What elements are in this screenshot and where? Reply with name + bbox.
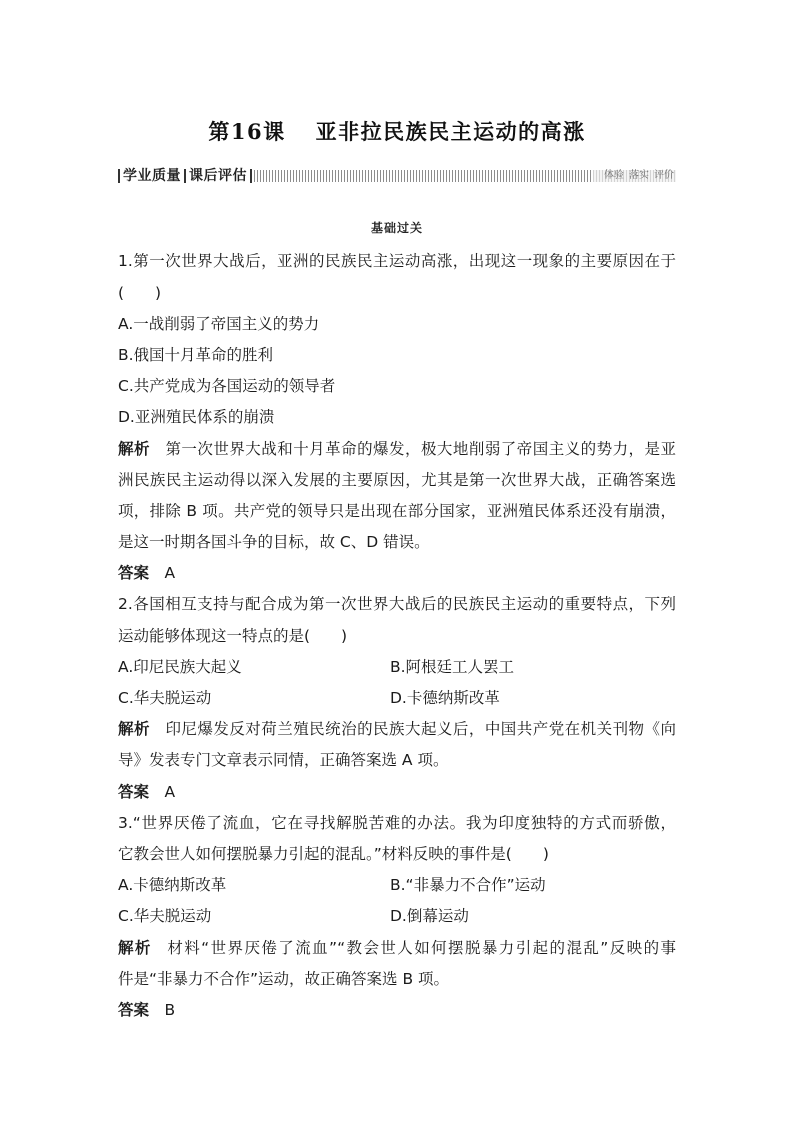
banner-tag: 体验	[604, 170, 624, 181]
answer-value: B	[164, 1000, 176, 1019]
answer-line	[118, 777, 676, 808]
option-row	[118, 901, 676, 932]
banner-label-evaluation: 课后评估	[189, 168, 247, 184]
answer-line	[118, 558, 676, 589]
option-row	[118, 870, 676, 901]
option-d: D.亚洲殖民体系的崩溃	[118, 408, 275, 427]
option-b: B.阿根廷工人罢工	[390, 657, 515, 676]
question-stem-line: ( )	[118, 283, 162, 302]
answer-value: A	[164, 564, 176, 583]
option-a: A.印尼民族大起义	[118, 657, 242, 676]
banner-separator	[250, 169, 252, 183]
analysis-line: 件是“非暴力不合作”运动，故正确答案选 B 项。	[118, 969, 450, 988]
analysis-label: 解析	[118, 439, 150, 458]
analysis-line	[118, 714, 676, 745]
banner-tag: 评价	[654, 170, 674, 181]
answer-label: 答案	[118, 1000, 150, 1019]
analysis-text: 第一次世界大战和十月革命的爆发，极大地削弱了帝国主义的势力，是亚	[165, 439, 676, 458]
question-stem-line: 它教会世人如何摆脱暴力引起的混乱。”材料反映的事件是( )	[118, 844, 549, 863]
analysis-line: 项，排除 B 项。共产党的领导只是出现在部分国家，亚洲殖民体系还没有崩溃，	[118, 501, 676, 520]
answer-value: A	[164, 782, 176, 801]
question-stem-line: 运动能够体现这一特点的是( )	[118, 626, 348, 645]
answer-label: 答案	[118, 564, 150, 583]
analysis-label: 解析	[118, 938, 152, 957]
analysis-line: 是这一时期各国斗争的目标，故 C、D 错误。	[118, 533, 430, 552]
option-d: D.卡德纳斯改革	[390, 689, 500, 708]
question-3	[118, 808, 676, 1026]
option-row	[118, 683, 676, 714]
question-stem-line: 1.第一次世界大战后，亚洲的民族民主运动高涨，出现这一现象的主要原因在于	[118, 252, 676, 271]
option-b: B.“非暴力不合作”运动	[390, 876, 546, 895]
option-b: B.俄国十月革命的胜利	[118, 345, 274, 364]
analysis-text: 印尼爆发反对荷兰殖民统治的民族大起义后，中国共产党在机关刊物《向	[165, 720, 676, 739]
option-d: D.倒幕运动	[390, 907, 469, 926]
lesson-topic: 亚非拉民族民主运动的高涨	[315, 119, 586, 144]
banner-tag: 落实	[629, 170, 649, 181]
option-c: C.华夫脱运动	[118, 689, 212, 708]
analysis-line: 洲民族民主运动得以深入发展的主要原因，尤其是第一次世界大战，正确答案选	[118, 470, 676, 489]
lesson-number: 第16课	[208, 119, 286, 144]
option-c: C.共产党成为各国运动的领导者	[118, 377, 336, 396]
question-2	[118, 589, 676, 807]
analysis-line	[118, 434, 676, 465]
question-stem-line: 3.“世界厌倦了流血，它在寻找解脱苦难的办法。我为印度独特的方式而骄傲，	[118, 813, 676, 832]
banner-label-quality: 学业质量	[123, 168, 181, 184]
answer-line	[118, 995, 676, 1026]
analysis-line: 导》发表专门文章表示同情，正确答案选 A 项。	[118, 751, 449, 770]
page-title	[0, 118, 794, 146]
option-a: A.卡德纳斯改革	[118, 876, 227, 895]
option-row	[118, 652, 676, 683]
banner-right-tags	[593, 170, 676, 182]
section-banner	[118, 168, 676, 184]
section-heading: 基础过关	[370, 221, 423, 235]
option-c: C.华夫脱运动	[118, 907, 212, 926]
analysis-text: 材料“世界厌倦了流血”“教会世人如何摆脱暴力引起的混乱”反映的事	[167, 938, 676, 957]
question-stem-line: 2.各国相互支持与配合成为第一次世界大战后的民族民主运动的重要特点，下列	[118, 595, 676, 614]
analysis-label: 解析	[118, 720, 150, 739]
option-a: A.一战削弱了帝国主义的势力	[118, 314, 320, 333]
banner-hatch-stripe	[254, 170, 593, 182]
analysis-line	[118, 933, 676, 964]
answer-label: 答案	[118, 782, 150, 801]
question-1	[118, 246, 676, 589]
question-list	[118, 246, 676, 1026]
